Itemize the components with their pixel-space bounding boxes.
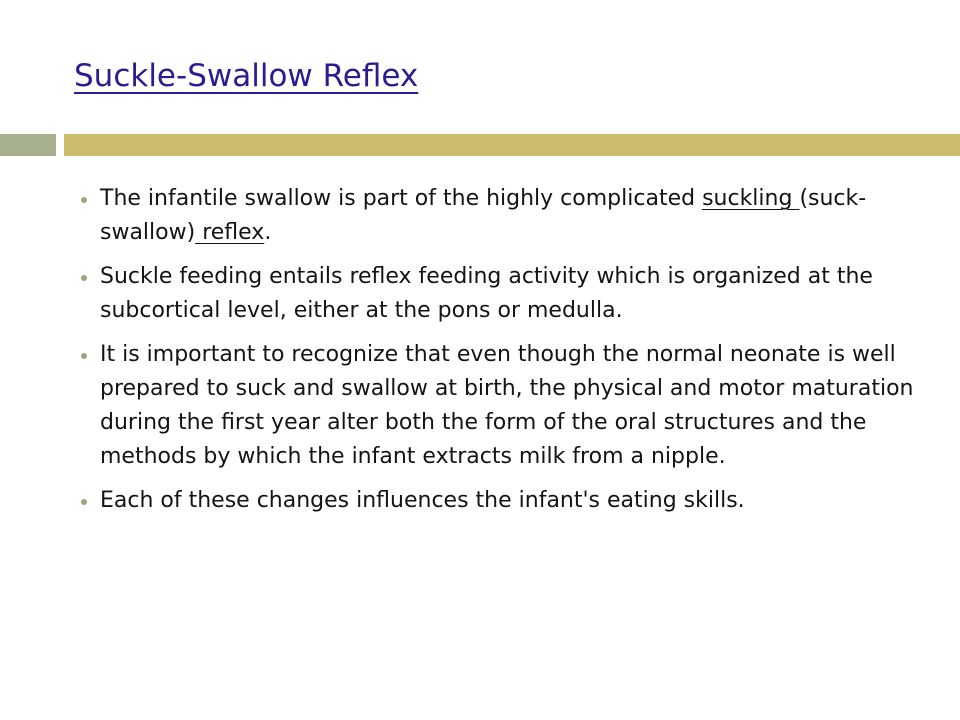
bullet-4-text: Each of these changes influences the infant's eating skills. bbox=[100, 488, 745, 513]
bullet-3-text: It is important to recognize that even though the normal neonate is well prepared to suck and swallow at birth, the physical and motor maturation during the first year alter both the form of the oral structures and the methods by which the infant extracts milk from a nipple. bbox=[100, 342, 914, 469]
bullet-item-3 bbox=[80, 338, 920, 474]
bullet-item-4 bbox=[80, 484, 920, 518]
bullet-dot-icon bbox=[81, 197, 87, 203]
bullet-2-text: Suckle feeding entails reflex feeding activity which is organized at the subcortical level, either at the pons or medulla. bbox=[100, 264, 873, 323]
bullet-item-2 bbox=[80, 260, 920, 328]
bullet-item-1 bbox=[80, 182, 920, 250]
bullet-1-text-part-1: The infantile swallow is part of the highly complicated bbox=[100, 186, 703, 211]
left-accent-bar bbox=[0, 134, 56, 156]
bullet-1-text-part-2: (suck-swallow) bbox=[100, 186, 867, 245]
bullet-dot-icon bbox=[81, 499, 87, 505]
reflex-link[interactable]: reflex bbox=[195, 220, 265, 245]
bullet-list bbox=[80, 182, 920, 528]
bullet-dot-icon bbox=[81, 353, 87, 359]
right-accent-bar bbox=[64, 134, 960, 156]
suckling-link[interactable]: suckling bbox=[702, 186, 800, 211]
bullet-1-text-part-3: . bbox=[264, 220, 272, 245]
slide-title: Suckle-Swallow Reflex bbox=[74, 58, 419, 94]
bullet-dot-icon bbox=[81, 275, 87, 281]
